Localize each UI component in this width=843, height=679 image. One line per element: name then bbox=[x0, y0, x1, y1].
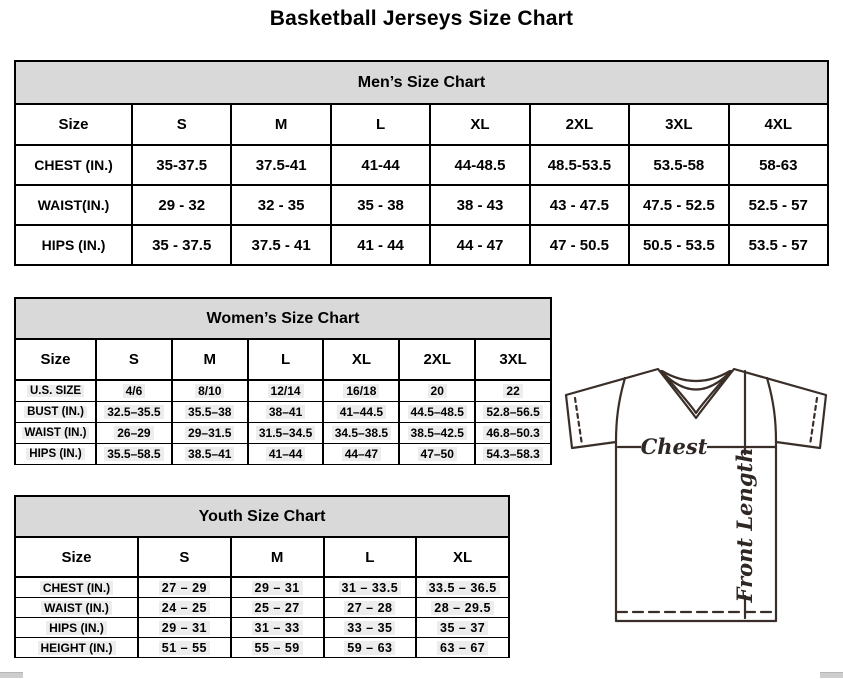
row-label bbox=[15, 423, 96, 444]
scrollbar-fragment-right[interactable] bbox=[820, 672, 843, 678]
cell-text: 38.5–41 bbox=[185, 447, 234, 461]
size-cell bbox=[324, 638, 417, 658]
cell-text: 31.5–34.5 bbox=[256, 426, 315, 440]
column-header: XL bbox=[430, 104, 529, 145]
row-label-text: BUST (IN.) bbox=[24, 406, 87, 418]
size-cell bbox=[324, 598, 417, 618]
size-cell: 29 - 32 bbox=[132, 185, 231, 225]
row-label: CHEST (IN.) bbox=[15, 145, 132, 185]
row-label bbox=[15, 380, 96, 402]
cell-text: 27 – 28 bbox=[344, 601, 395, 615]
size-cell bbox=[248, 380, 324, 402]
size-cell bbox=[416, 618, 509, 638]
size-cell bbox=[416, 598, 509, 618]
row-label-text: HEIGHT (IN.) bbox=[38, 641, 116, 655]
size-cell bbox=[399, 444, 475, 465]
column-header: 3XL bbox=[475, 339, 551, 380]
size-cell bbox=[323, 380, 399, 402]
cell-text: 46.8–50.3 bbox=[483, 426, 542, 440]
page-title: Basketball Jerseys Size Chart bbox=[269, 7, 574, 30]
column-header: 2XL bbox=[399, 339, 475, 380]
cell-text: 27 – 29 bbox=[159, 581, 210, 595]
cell-text: 29–31.5 bbox=[185, 426, 234, 440]
cell-text: 38.5–42.5 bbox=[408, 426, 467, 440]
cell-text: 32.5–35.5 bbox=[104, 405, 163, 419]
size-cell: 53.5-58 bbox=[629, 145, 728, 185]
size-cell bbox=[475, 444, 551, 465]
cell-text: 63 – 67 bbox=[437, 641, 488, 655]
cell-text: 33.5 – 36.5 bbox=[426, 581, 500, 595]
size-cell bbox=[96, 380, 172, 402]
cell-text: 55 – 59 bbox=[252, 641, 303, 655]
column-header: L bbox=[248, 339, 324, 380]
size-cell bbox=[248, 423, 324, 444]
cell-text: 38–41 bbox=[266, 405, 305, 419]
mens-table-title: Men’s Size Chart bbox=[15, 61, 828, 104]
column-header: Size bbox=[15, 104, 132, 145]
size-cell: 58-63 bbox=[729, 145, 828, 185]
size-cell bbox=[323, 423, 399, 444]
size-cell: 43 - 47.5 bbox=[530, 185, 629, 225]
column-header: S bbox=[96, 339, 172, 380]
mens-size-table bbox=[14, 60, 829, 266]
size-cell bbox=[231, 618, 324, 638]
row-label-text: WAIST (IN.) bbox=[41, 601, 112, 615]
cell-text: 16/18 bbox=[343, 384, 379, 398]
size-cell: 48.5-53.5 bbox=[530, 145, 629, 185]
cell-text: 22 bbox=[503, 384, 522, 398]
youth-size-table bbox=[14, 495, 510, 658]
size-cell: 44-48.5 bbox=[430, 145, 529, 185]
row-label-text: HIPS (IN.) bbox=[46, 621, 107, 635]
cell-text: 28 – 29.5 bbox=[431, 601, 494, 615]
size-cell: 52.5 - 57 bbox=[729, 185, 828, 225]
cell-text: 33 – 35 bbox=[344, 621, 395, 635]
size-cell: 44 - 47 bbox=[430, 225, 529, 265]
cell-text: 41–44.5 bbox=[337, 405, 386, 419]
chest-label: Chest bbox=[640, 434, 708, 459]
column-header: S bbox=[138, 537, 231, 577]
size-cell bbox=[138, 577, 231, 598]
scrollbar-fragment-left[interactable] bbox=[0, 672, 23, 678]
column-header: M bbox=[231, 104, 330, 145]
size-cell bbox=[324, 577, 417, 598]
column-header: Size bbox=[15, 339, 96, 380]
size-cell bbox=[248, 402, 324, 423]
cell-text: 31 – 33.5 bbox=[339, 581, 402, 595]
size-cell bbox=[172, 444, 248, 465]
front-length-label: Front Length bbox=[732, 447, 757, 603]
jersey-diagram bbox=[555, 355, 843, 679]
cell-text: 25 – 27 bbox=[252, 601, 303, 615]
cell-text: 29 – 31 bbox=[159, 621, 210, 635]
size-cell bbox=[138, 598, 231, 618]
column-header: L bbox=[324, 537, 417, 577]
row-label-text: HIPS (IN.) bbox=[26, 448, 84, 460]
size-cell: 37.5 - 41 bbox=[231, 225, 330, 265]
size-cell: 35-37.5 bbox=[132, 145, 231, 185]
row-label-text: CHEST (IN.) bbox=[40, 581, 113, 595]
cell-text: 51 – 55 bbox=[159, 641, 210, 655]
size-cell bbox=[416, 577, 509, 598]
size-cell: 37.5-41 bbox=[231, 145, 330, 185]
size-cell: 38 - 43 bbox=[430, 185, 529, 225]
size-cell bbox=[231, 638, 324, 658]
size-cell bbox=[138, 638, 231, 658]
size-cell: 47.5 - 52.5 bbox=[629, 185, 728, 225]
size-cell bbox=[172, 423, 248, 444]
size-cell bbox=[96, 444, 172, 465]
jersey-outline bbox=[566, 369, 826, 621]
size-cell bbox=[475, 423, 551, 444]
cell-text: 24 – 25 bbox=[159, 601, 210, 615]
size-cell: 50.5 - 53.5 bbox=[629, 225, 728, 265]
size-cell bbox=[96, 402, 172, 423]
row-label-text: WAIST (IN.) bbox=[22, 427, 90, 439]
row-label bbox=[15, 638, 138, 658]
size-cell bbox=[138, 618, 231, 638]
cell-text: 44.5–48.5 bbox=[408, 405, 467, 419]
cell-text: 29 – 31 bbox=[252, 581, 303, 595]
cell-text: 35 – 37 bbox=[437, 621, 488, 635]
column-header: L bbox=[331, 104, 430, 145]
row-label-text: U.S. SIZE bbox=[27, 385, 84, 397]
column-header: Size bbox=[15, 537, 138, 577]
row-label bbox=[15, 577, 138, 598]
row-label bbox=[15, 402, 96, 423]
size-cell: 41-44 bbox=[331, 145, 430, 185]
size-cell bbox=[323, 444, 399, 465]
column-header: XL bbox=[323, 339, 399, 380]
column-header: M bbox=[172, 339, 248, 380]
size-cell: 53.5 - 57 bbox=[729, 225, 828, 265]
size-cell bbox=[231, 577, 324, 598]
cell-text: 35.5–38 bbox=[185, 405, 234, 419]
column-header: XL bbox=[416, 537, 509, 577]
size-cell bbox=[231, 598, 324, 618]
cell-text: 35.5–58.5 bbox=[104, 447, 163, 461]
size-cell bbox=[323, 402, 399, 423]
size-cell: 41 - 44 bbox=[331, 225, 430, 265]
womens-table-title: Women’s Size Chart bbox=[15, 298, 551, 339]
size-cell bbox=[475, 402, 551, 423]
column-header: S bbox=[132, 104, 231, 145]
cell-text: 8/10 bbox=[195, 384, 224, 398]
row-label bbox=[15, 444, 96, 465]
womens-size-table bbox=[14, 297, 552, 465]
size-cell: 47 - 50.5 bbox=[530, 225, 629, 265]
size-cell bbox=[324, 618, 417, 638]
cell-text: 54.3–58.3 bbox=[483, 447, 542, 461]
column-header: 2XL bbox=[530, 104, 629, 145]
cell-text: 4/6 bbox=[123, 384, 146, 398]
cell-text: 20 bbox=[428, 384, 447, 398]
cell-text: 26–29 bbox=[114, 426, 153, 440]
youth-table-title: Youth Size Chart bbox=[15, 496, 509, 537]
size-cell bbox=[475, 380, 551, 402]
size-cell bbox=[248, 444, 324, 465]
size-cell: 32 - 35 bbox=[231, 185, 330, 225]
cell-text: 44–47 bbox=[342, 447, 381, 461]
column-header: M bbox=[231, 537, 324, 577]
size-cell bbox=[416, 638, 509, 658]
size-cell bbox=[96, 423, 172, 444]
column-header: 3XL bbox=[629, 104, 728, 145]
cell-text: 12/14 bbox=[268, 384, 304, 398]
size-cell bbox=[399, 402, 475, 423]
cell-text: 52.8–56.5 bbox=[483, 405, 542, 419]
row-label bbox=[15, 618, 138, 638]
jersey-collar-arc-outer bbox=[662, 371, 730, 381]
row-label: HIPS (IN.) bbox=[15, 225, 132, 265]
cell-text: 41–44 bbox=[266, 447, 305, 461]
size-cell bbox=[399, 423, 475, 444]
size-cell: 35 - 37.5 bbox=[132, 225, 231, 265]
cell-text: 34.5–38.5 bbox=[332, 426, 391, 440]
size-cell: 35 - 38 bbox=[331, 185, 430, 225]
size-cell bbox=[172, 380, 248, 402]
cell-text: 31 – 33 bbox=[252, 621, 303, 635]
row-label: WAIST(IN.) bbox=[15, 185, 132, 225]
cell-text: 47–50 bbox=[418, 447, 457, 461]
column-header: 4XL bbox=[729, 104, 828, 145]
row-label bbox=[15, 598, 138, 618]
cell-text: 59 – 63 bbox=[344, 641, 395, 655]
size-cell bbox=[399, 380, 475, 402]
size-cell bbox=[172, 402, 248, 423]
